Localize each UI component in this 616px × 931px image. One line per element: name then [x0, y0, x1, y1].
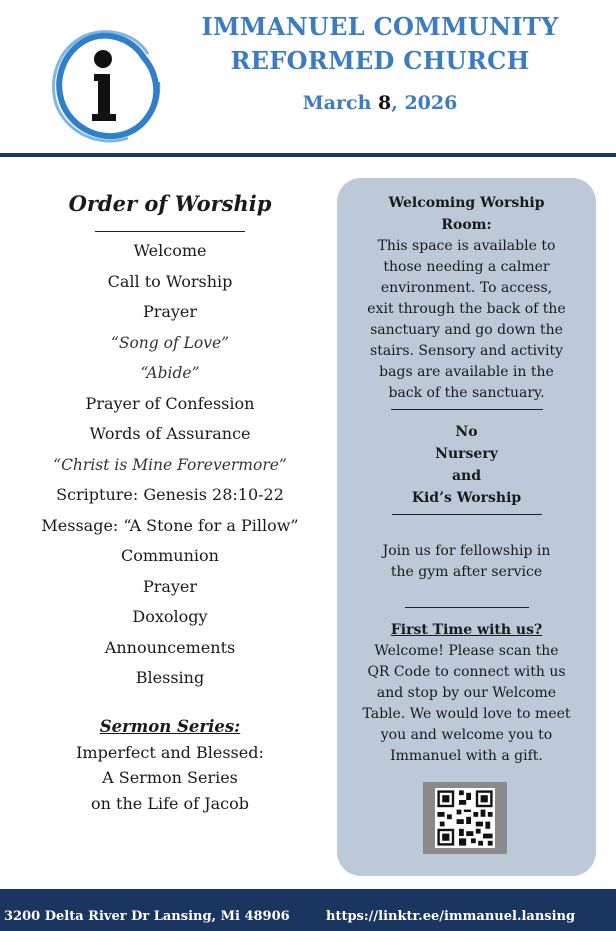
- date-suffix: , 2026: [391, 92, 458, 114]
- church-name-line-2: REFORMED CHURCH: [230, 46, 530, 75]
- order-item: Announcements: [104, 637, 236, 657]
- room-title: Room:: [441, 217, 492, 233]
- sermon-series-line: on the Life of Jacob: [91, 793, 249, 813]
- order-item: Doxology: [132, 607, 208, 626]
- sermon-series-line: A Sermon Series: [102, 768, 238, 787]
- order-item: “Abide”: [140, 364, 200, 382]
- service-date: [185, 92, 575, 114]
- footer-link[interactable]: https://linktr.ee/immanuel.lansing: [326, 909, 576, 924]
- footer: [0, 889, 616, 931]
- qr-code-icon: [433, 788, 497, 848]
- order-title-divider: [95, 231, 245, 232]
- room-text-line: exit through the back of the: [367, 301, 566, 317]
- room-text-line: those needing a calmer: [383, 259, 550, 275]
- qr-code[interactable]: [423, 782, 507, 854]
- room-description: [337, 236, 596, 404]
- order-item: Words of Assurance: [89, 424, 251, 443]
- room-text-line: sanctuary and go down the: [370, 322, 563, 338]
- panel-divider: [405, 607, 529, 608]
- order-list: [20, 236, 320, 694]
- church-name-line-1: IMMANUEL COMMUNITY: [201, 12, 559, 41]
- panel-divider: [391, 409, 543, 410]
- header: [0, 0, 616, 150]
- room-text-line: This space is available to: [377, 238, 556, 254]
- order-item: “Song of Love”: [110, 333, 230, 352]
- room-title: Welcoming Worship: [388, 195, 545, 211]
- room-text-line: back of the sanctuary.: [388, 385, 545, 401]
- church-logo: [40, 20, 172, 152]
- date-day: 8: [378, 92, 392, 114]
- order-item: Scripture: Genesis 28:10-22: [56, 485, 284, 504]
- info-panel: [337, 178, 596, 876]
- order-of-worship: [20, 185, 320, 816]
- first-time-line: Welcome! Please scan the: [374, 643, 559, 659]
- date-prefix: March: [302, 92, 378, 114]
- first-time-line: Immanuel with a gift.: [390, 748, 543, 764]
- order-item: Prayer of Confession: [85, 393, 255, 413]
- order-item: Communion: [121, 546, 219, 565]
- order-item: Welcome: [133, 241, 207, 260]
- first-time-line: you and welcome you to: [380, 727, 553, 743]
- first-time-line: QR Code to connect with us: [367, 664, 566, 680]
- fellowship-text: Join us for fellowship in: [382, 543, 551, 559]
- sermon-series-line: Imperfect and Blessed:: [76, 742, 264, 762]
- footer-address: 3200 Delta River Dr Lansing, Mi 48906: [4, 909, 290, 924]
- nursery-notice: and: [451, 468, 482, 484]
- first-time-line: and stop by our Welcome: [376, 685, 557, 701]
- order-item: “Christ is Mine Forevermore”: [53, 455, 287, 474]
- room-text-line: environment. To access,: [380, 280, 553, 296]
- order-item: Call to Worship: [107, 271, 233, 291]
- room-text-line: stairs. Sensory and activity: [370, 343, 563, 359]
- nursery-notice: Kid’s Worship: [411, 490, 522, 506]
- fellowship-text: the gym after service: [390, 564, 543, 580]
- first-time-title: First Time with us?: [390, 622, 543, 638]
- order-item: Prayer: [142, 576, 198, 596]
- order-title: Order of Worship: [68, 191, 272, 216]
- order-item: Prayer: [142, 302, 198, 321]
- order-item: Message: “A Stone for a Pillow”: [41, 515, 299, 535]
- header-rule: [0, 153, 616, 157]
- order-item: Blessing: [135, 668, 205, 687]
- nursery-notice: No: [455, 424, 478, 440]
- sermon-series-heading: Sermon Series:: [99, 716, 241, 736]
- first-time-line: Table. We would love to meet: [362, 706, 571, 722]
- church-name: [185, 10, 575, 78]
- nursery-notice: Nursery: [435, 446, 498, 462]
- room-text-line: bags are available in the: [379, 364, 554, 380]
